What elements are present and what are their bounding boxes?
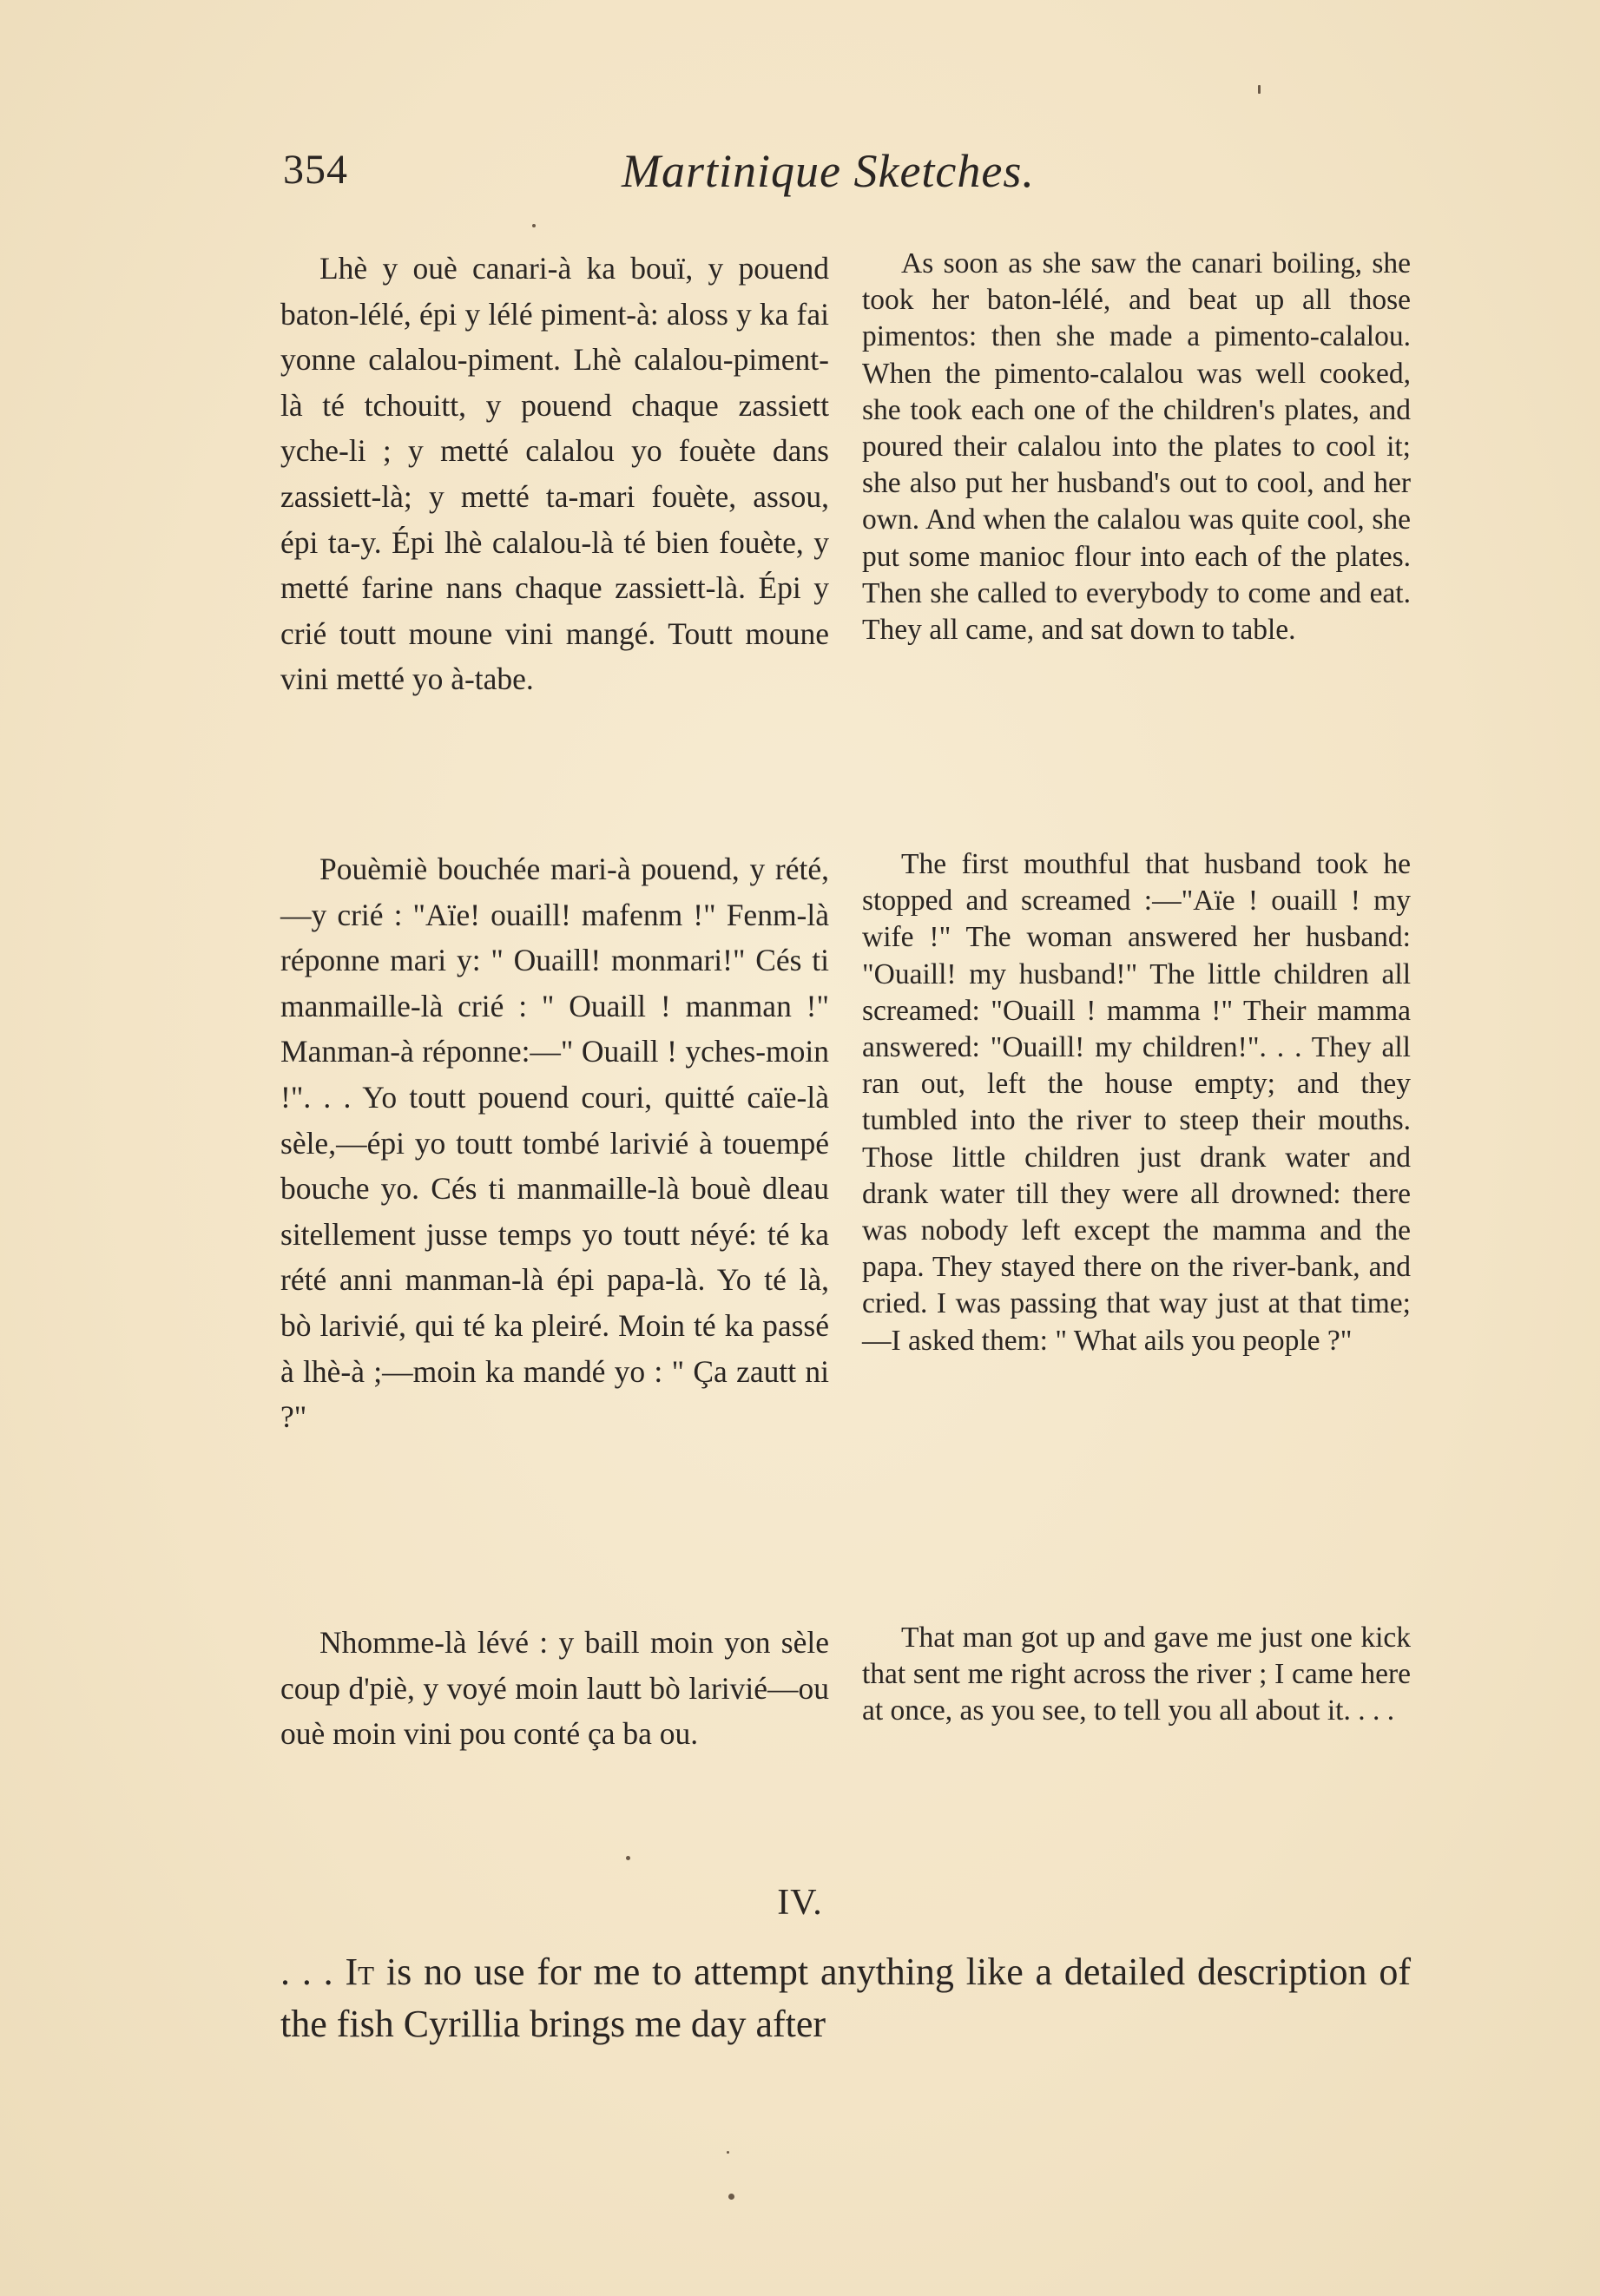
lead-ellipsis: . . . <box>280 1951 346 1993</box>
creole-text: Nhomme-là lévé : y baill moin yon sèle coup d'piè, y voyé moin lautt bò larivié—ou ouè moin vini pou conté ça ba ou. <box>280 1625 829 1752</box>
paper-speck <box>727 2151 729 2154</box>
english-paragraph-1 <box>862 246 1411 648</box>
english-paragraph-2 <box>862 846 1411 1359</box>
creole-paragraph-3 <box>280 1620 829 1757</box>
english-text: That man got up and gave me just one kick that sent me right across the river ; I came here at once, as you see, to tell you all about it. . . . <box>862 1622 1411 1727</box>
section-body <box>280 1946 1411 2050</box>
creole-text: Lhè y ouè canari-à ka bouï, y pouend baton-lélé, épi y lélé piment-à: aloss y ka fai yonne calalou-piment. Lhè calalou-piment-là té tchouitt, y pouend chaque zassiett yche-li ; y metté calalou yo fouète dans zassiett-là; y metté ta-mari fouète, assou, épi ta-y. Épi lhè calalou-là té bien fouète, y metté farine nans chaque zassiett-là. Épi y crié toutt moune vini mangé. Toutt moune vini metté yo à-tabe. <box>280 251 829 697</box>
english-text: The first mouthful that husband took he stopped and screamed :—"Aïe ! ouaill ! my wife !" The woman answered her husband: "Ouaill! my husband!" The little children all screamed: "Ouaill ! mamma !" Their mamma answered: "Ouaill! my children!". . . They all ran out, left the house empty; and they tumbled into the river to steep their mouths. Those little children just drank water and drank water till they were all drowned: there was nobody left except the mamma and the papa. They stayed there on the river-bank, and cried. I was passing that way just at that time;—I asked them: " What ails you people ?" <box>862 848 1411 1357</box>
paper-speck <box>532 224 536 227</box>
paper-speck <box>728 2194 734 2200</box>
paper-speck <box>626 1856 630 1860</box>
section-heading: IV. <box>777 1883 823 1923</box>
running-title: Martinique Sketches. <box>622 145 1035 197</box>
page-header <box>283 146 1412 207</box>
english-text: As soon as she saw the canari boiling, she took her baton-lélé, and beat up all those pimentos: then she made a pimento-calalou. When the pimento-calalou was well cooked, she took each one of the children's plates, and poured their calalou into the plates to cool it; she also put her husband's out to cool, and her own. And when the calalou was quite cool, she put some manioc flour into each of the plates. Then she called to everybody to come and eat. They all came, and sat down to table. <box>862 247 1411 647</box>
creole-paragraph-2 <box>280 846 829 1440</box>
section-text: is no use for me to attempt anything like a detailed description of the fish Cyrillia brings me day after <box>280 1951 1411 2045</box>
english-paragraph-3 <box>862 1620 1411 1730</box>
creole-paragraph-1 <box>280 246 829 702</box>
section-paragraph <box>280 1946 1411 2050</box>
creole-text: Pouèmiè bouchée mari-à pouend, y rété,—y crié : "Aïe! ouaill! mafenm !" Fenm-là réponne mari y: " Ouaill! monmari!" Cés ti manmaille-là crié : " Ouaill ! manman !" Manman-à réponne:—" Ouaill ! yches-moin !". . . Yo toutt pouend couri, quitté caïe-là sèle,—épi yo toutt tombé larivié à touempé bouche yo. Cés ti manmaille-là bouè dleau sitellement jusse temps yo toutt néyé: té ka rété anni manman-là épi papa-là. Yo té là, bò larivié, qui té ka pleiré. Moin té ka passé à lhè-à ;—moin ka mandé yo : " Ça zautt ni ?" <box>280 852 829 1435</box>
paper-speck <box>1258 85 1261 94</box>
lead-smallcaps: It <box>345 1951 375 1993</box>
page-number: 354 <box>283 147 348 193</box>
